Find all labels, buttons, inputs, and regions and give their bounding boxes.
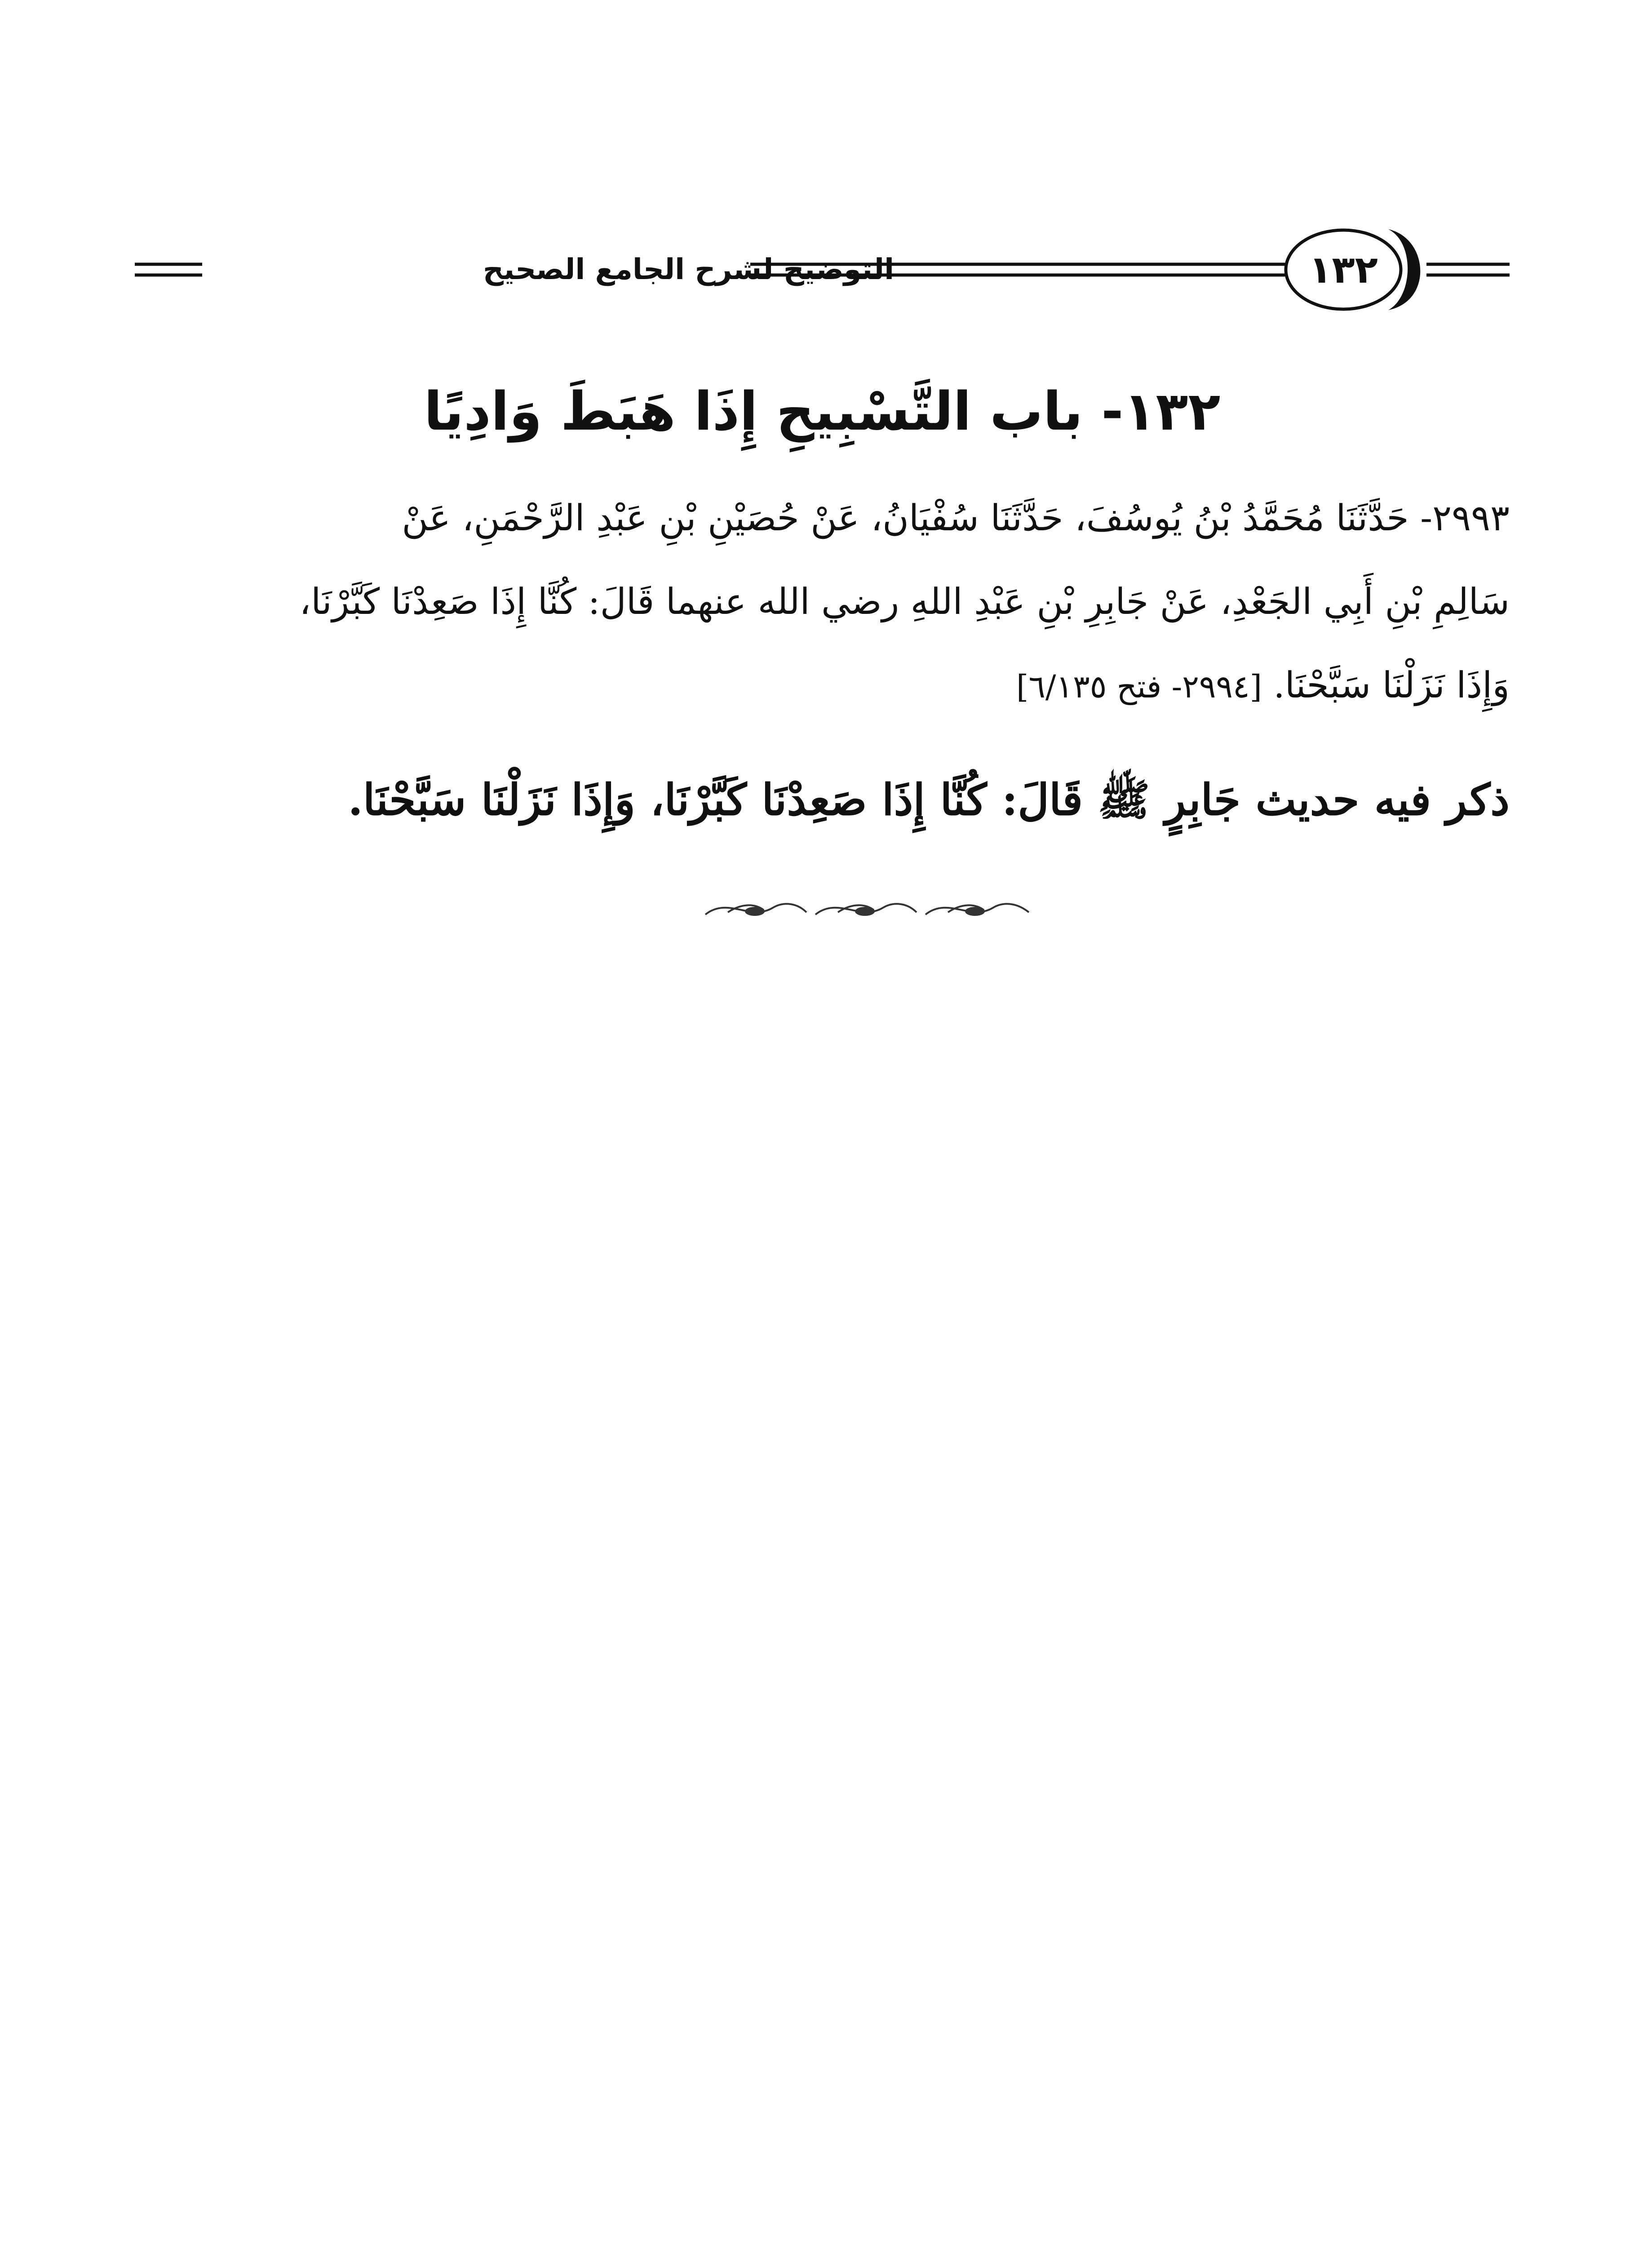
chapter-heading: ١٣٢- باب التَّسْبِيحِ إِذَا هَبَطَ وَادِيًا: [424, 380, 1221, 442]
hadith-text: [135, 476, 1510, 728]
page-number: ١٣٢: [1309, 248, 1378, 292]
hadith-line-last: [135, 644, 1510, 728]
hadith-line: سَالِمِ بْنِ أَبِي الجَعْدِ، عَنْ جَابِرِ بْنِ عَبْدِ اللهِ رضي الله عنهما قَالَ: كُنَّا إِذَا صَعِدْنَا كَبَّرْنَا،: [299, 581, 1510, 622]
floral-divider-icon: [701, 894, 1033, 926]
running-title: التوضيح لشرح الجامع الصحيح: [483, 253, 894, 286]
commentary-text: ذكر فيه حديث جَابِرٍ ﷺ قَالَ: كُنَّا إِذَا صَعِدْنَا كَبَّرْنَا، وَإِذَا نَزَلْنَا سَبَّحْنَا.: [348, 774, 1510, 825]
hadith-line-text: وَإِذَا نَزَلْنَا سَبَّحْنَا.: [1273, 664, 1510, 706]
hadith-reference: [٢٩٩٤- فتح ٦/١٣٥]: [1016, 668, 1262, 705]
running-header: [135, 211, 1510, 328]
hadith-line: ٢٩٩٣- حَدَّثَنَا مُحَمَّدُ بْنُ يُوسُفَ، حَدَّثَنَا سُفْيَانُ، عَنْ حُصَيْنِ بْنِ عَبْدِ الرَّحْمَنِ، عَنْ: [402, 497, 1510, 539]
